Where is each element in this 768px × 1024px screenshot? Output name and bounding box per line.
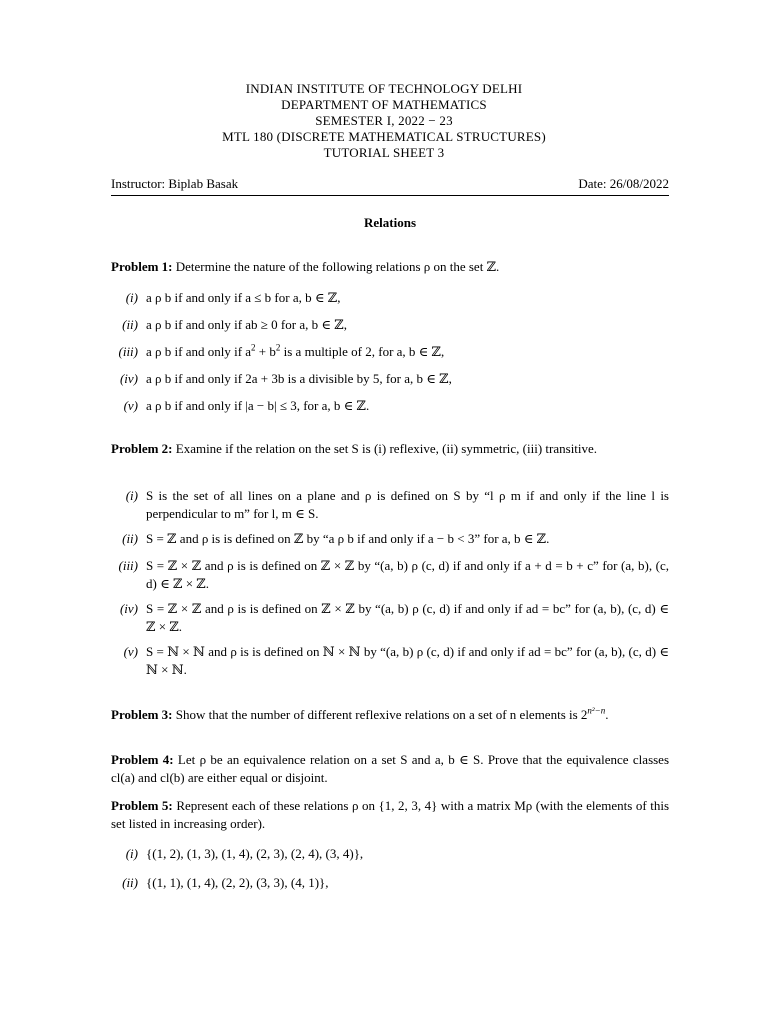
department-name: DEPARTMENT OF MATHEMATICS — [281, 97, 487, 112]
item-text: S = ℤ × ℤ and ρ is is defined on ℤ × ℤ by “(a, b) ρ (c, d) if and only if ad = bc” for (a, b), (c, d) ∈ ℤ × ℤ. — [146, 601, 669, 634]
institute-name: INDIAN INSTITUTE OF TECHNOLOGY DELHI — [245, 81, 523, 96]
item-text-part: + b — [255, 344, 276, 359]
item-number: (i) — [125, 290, 138, 305]
semester: SEMESTER I, 2022 − 23 — [315, 113, 453, 128]
item-number: (i) — [125, 488, 138, 503]
formula — [581, 707, 609, 722]
formula-base: 2 — [580, 707, 588, 722]
item-number: (iv) — [119, 601, 138, 616]
problem-5 — [111, 797, 669, 833]
sheet-title: TUTORIAL SHEET 3 — [323, 145, 445, 160]
item-text: S = ℤ × ℤ and ρ is is defined on ℤ × ℤ by “(a, b) ρ (c, d) if and only if a + d = b + c” for (a, b), (c, d) ∈ ℤ × ℤ. — [146, 558, 669, 591]
item-number: (i) — [125, 846, 138, 861]
section-title: Relations — [364, 215, 416, 230]
item-text: a ρ b if and only if 2a + 3b is a divisible by 5, for a, b ∈ ℤ, — [146, 371, 452, 386]
item-text-part: a ρ b if and only if a — [146, 344, 252, 359]
instructor-date-row — [111, 175, 669, 193]
formula-exponent: n²−n — [587, 705, 606, 716]
item-text: a ρ b if and only if |a − b| ≤ 3, for a, b ∈ ℤ. — [146, 398, 370, 413]
header-rule — [111, 195, 669, 196]
problem-label: Problem 1: — [111, 259, 173, 274]
item-text: S = ℕ × ℕ and ρ is is defined on ℕ × ℕ by “(a, b) ρ (c, d) if and only if ad = bc” for (a, b), (c, d) ∈ ℕ × ℕ. — [146, 644, 669, 677]
date: Date: 26/08/2022 — [578, 176, 669, 191]
item-text: a ρ b if and only if a ≤ b for a, b ∈ ℤ, — [146, 290, 341, 305]
item-number: (ii) — [122, 531, 138, 546]
item-text: {(1, 1), (1, 4), (2, 2), (3, 3), (4, 1)}, — [146, 875, 329, 890]
problem-1 — [111, 258, 669, 276]
problem-label: Problem 5: — [111, 798, 173, 813]
problem-text: Examine if the relation on the set S is (i) reflexive, (ii) symmetric, (iii) transitive. — [175, 441, 598, 456]
item-text-part: is a multiple of 2, for a, b ∈ ℤ, — [280, 344, 445, 359]
formula-end: . — [605, 707, 609, 722]
problem-text: Determine the nature of the following relations ρ on the set ℤ. — [175, 259, 500, 274]
problem-label: Problem 2: — [111, 441, 173, 456]
problem-text: Let ρ be an equivalence relation on a set S and a, b ∈ S. Prove that the equivalence classes cl(a) and cl(b) are either equal or disjoint. — [111, 752, 670, 785]
problem-label: Problem 3: — [111, 707, 173, 722]
course-title: MTL 180 (DISCRETE MATHEMATICAL STRUCTURES) — [222, 129, 546, 144]
problem-label: Problem 4: — [111, 752, 174, 767]
item-number: (ii) — [122, 875, 138, 890]
problem-4 — [111, 751, 669, 787]
item-number: (v) — [123, 644, 138, 659]
superscript: 2 — [275, 342, 281, 353]
document-header — [0, 81, 768, 161]
problem-3 — [111, 706, 669, 724]
problem-text: Represent each of these relations ρ on {1, 2, 3, 4} with a matrix Mρ (with the elements of this set listed in increasing order). — [111, 798, 670, 831]
problem-text: Show that the number of different reflexive relations on a set of n elements is — [175, 707, 578, 722]
superscript: 2 — [251, 342, 256, 353]
item-number: (iv) — [119, 371, 138, 386]
item-number: (iii) — [118, 558, 138, 573]
item-text: a ρ b if and only if ab ≥ 0 for a, b ∈ ℤ, — [146, 317, 347, 332]
item-text: S is the set of all lines on a plane and ρ is defined on S by “l ρ m if and only if the line l is perpendicular to m” for l, m ∈ S. — [146, 488, 669, 521]
item-text: {(1, 2), (1, 3), (1, 4), (2, 3), (2, 4), (3, 4)}, — [146, 846, 364, 861]
item-number: (iii) — [118, 344, 138, 359]
item-number: (v) — [123, 398, 138, 413]
item-text — [146, 343, 669, 361]
problem-2 — [111, 440, 669, 458]
item-number: (ii) — [122, 317, 138, 332]
instructor: Instructor: Biplab Basak — [111, 176, 239, 191]
item-text: S = ℤ and ρ is is defined on ℤ by “a ρ b if and only if a − b < 3” for a, b ∈ ℤ. — [146, 531, 550, 546]
